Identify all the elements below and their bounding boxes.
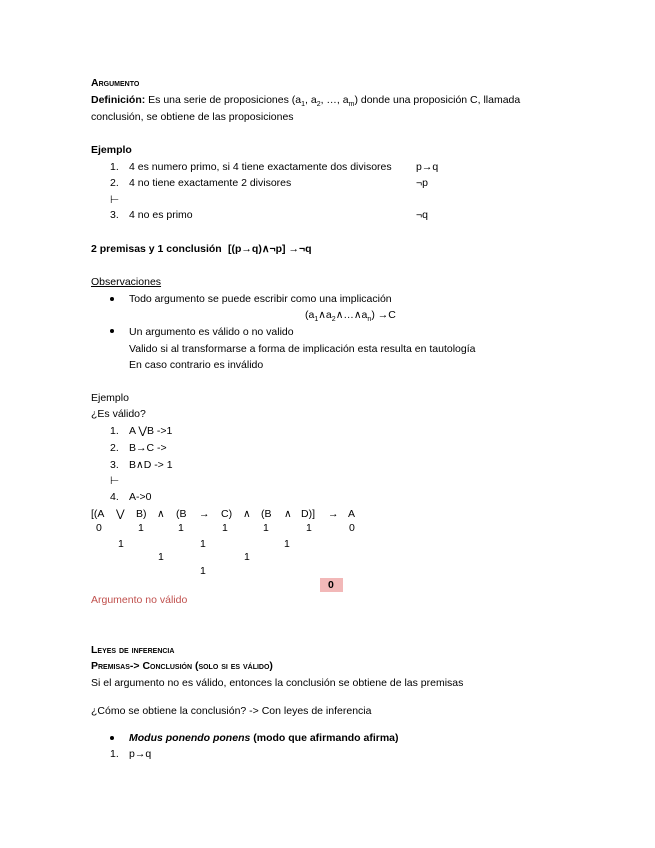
example2-num-3: 3.: [110, 459, 119, 471]
definition-line2: conclusión, se obtiene de las proposiciones: [91, 111, 294, 123]
truth-value: 1: [306, 522, 312, 534]
truth-value: 1: [244, 551, 250, 563]
example1-text-2: 4 no tiene exactamente 2 divisores: [129, 177, 292, 189]
observation-bullet-2: Un argumento es válido o no valido: [129, 326, 294, 338]
premises-label: 2 premisas y 1 conclusión: [91, 243, 222, 255]
observation-bullet-2-line2: Valido si al transformarse a forma de implicación esta resulta en tautología: [129, 343, 476, 355]
example2-title: Ejemplo: [91, 392, 129, 404]
example1-symbol-1: p→q: [416, 161, 439, 173]
example1-turnstile: ⊢: [110, 194, 120, 206]
example1-num-2: 2.: [110, 177, 119, 189]
truth-header-5: →: [199, 508, 210, 520]
modus-ponens-line: Modus ponendo ponens (modo que afirmando afirma): [129, 732, 399, 744]
truth-header-4: (B: [176, 508, 187, 520]
example1-num-3: 3.: [110, 209, 119, 221]
truth-value: 0: [96, 522, 102, 534]
truth-header-3: ∧: [157, 508, 165, 520]
definition-label: Definición:: [91, 94, 146, 106]
definition-line1: [91, 93, 520, 107]
truth-header-11: →: [328, 508, 339, 520]
truth-value: 1: [118, 538, 124, 550]
bullet-icon: [110, 736, 114, 740]
bullet-icon: [110, 297, 114, 301]
laws-line1: Si el argumento no es válido, entonces la conclusión se obtiene de las premisas: [91, 677, 464, 689]
truth-value: 0: [349, 522, 355, 534]
example2-num-1: 1.: [110, 425, 119, 437]
laws-item-text: p→q: [129, 748, 152, 760]
observations-title: Observaciones: [91, 276, 162, 288]
argumento-title: Argumento: [91, 77, 140, 89]
truth-header-1: ⋁: [116, 508, 125, 520]
truth-value: 1: [138, 522, 144, 534]
example2-text-4: A->0: [129, 491, 152, 503]
example1-title: Ejemplo: [91, 144, 132, 156]
truth-header-10: D)]: [301, 508, 315, 520]
example2-num-4: 4.: [110, 491, 119, 503]
truth-value: 1: [200, 565, 206, 577]
implication-formula: $(a_1\wedge a_2\wedge\dots\wedge a_n) \to C$: [305, 309, 396, 324]
truth-value: 1: [263, 522, 269, 534]
example2-num-2: 2.: [110, 442, 119, 454]
example2-turnstile: ⊢: [110, 475, 120, 487]
observation-bullet-1: Todo argumento se puede escribir como una implicación: [129, 293, 392, 305]
truth-header-0: [(A: [91, 508, 105, 520]
truth-value: 1: [200, 538, 206, 550]
laws-line2: ¿Cómo se obtiene la conclusión? -> Con leyes de inferencia: [91, 705, 372, 717]
example1-symbol-3: ¬q: [416, 209, 428, 221]
truth-header-9: ∧: [284, 508, 292, 520]
truth-value: 1: [158, 551, 164, 563]
example2-text-2: B→C ->: [129, 442, 167, 454]
truth-header-6: C): [221, 508, 233, 520]
laws-item-num: 1.: [110, 748, 119, 760]
truth-header-7: ∧: [243, 508, 251, 520]
bullet-icon: [110, 329, 114, 333]
observation-bullet-2-line3: En caso contrario es inválido: [129, 359, 264, 371]
truth-value: 1: [222, 522, 228, 534]
premises-formula: [(p→q)∧¬p] →¬q: [228, 243, 312, 255]
example1-num-1: 1.: [110, 161, 119, 173]
truth-header-2: B): [136, 508, 147, 520]
truth-header-8: (B: [261, 508, 272, 520]
example1-text-3: 4 no es primo: [129, 209, 193, 221]
truth-header-12: A: [348, 508, 356, 520]
example2-text-1: A ⋁B ->1: [129, 425, 173, 437]
modus-ponens-title: Modus ponendo ponens: [129, 732, 251, 744]
definition-text: Es una serie de proposiciones ($a_1$, $a_2$, …, $a_m$) donde una proposición C, llamada: [148, 94, 521, 109]
truth-value: 1: [284, 538, 290, 550]
example1-symbol-2: ¬p: [416, 177, 428, 189]
laws-title: Leyes de inferencia: [91, 644, 175, 656]
truth-value: 1: [178, 522, 184, 534]
example2-question: ¿Es válido?: [91, 408, 146, 420]
conclusion-invalid: Argumento no válido: [91, 594, 188, 606]
example2-text-3: B∧D -> 1: [129, 459, 173, 471]
truth-result: 0: [328, 579, 334, 591]
laws-subtitle: Premisas-> Conclusión (solo si es válido): [91, 660, 273, 672]
example1-text-1: 4 es numero primo, si 4 tiene exactamente dos divisores: [129, 161, 392, 173]
